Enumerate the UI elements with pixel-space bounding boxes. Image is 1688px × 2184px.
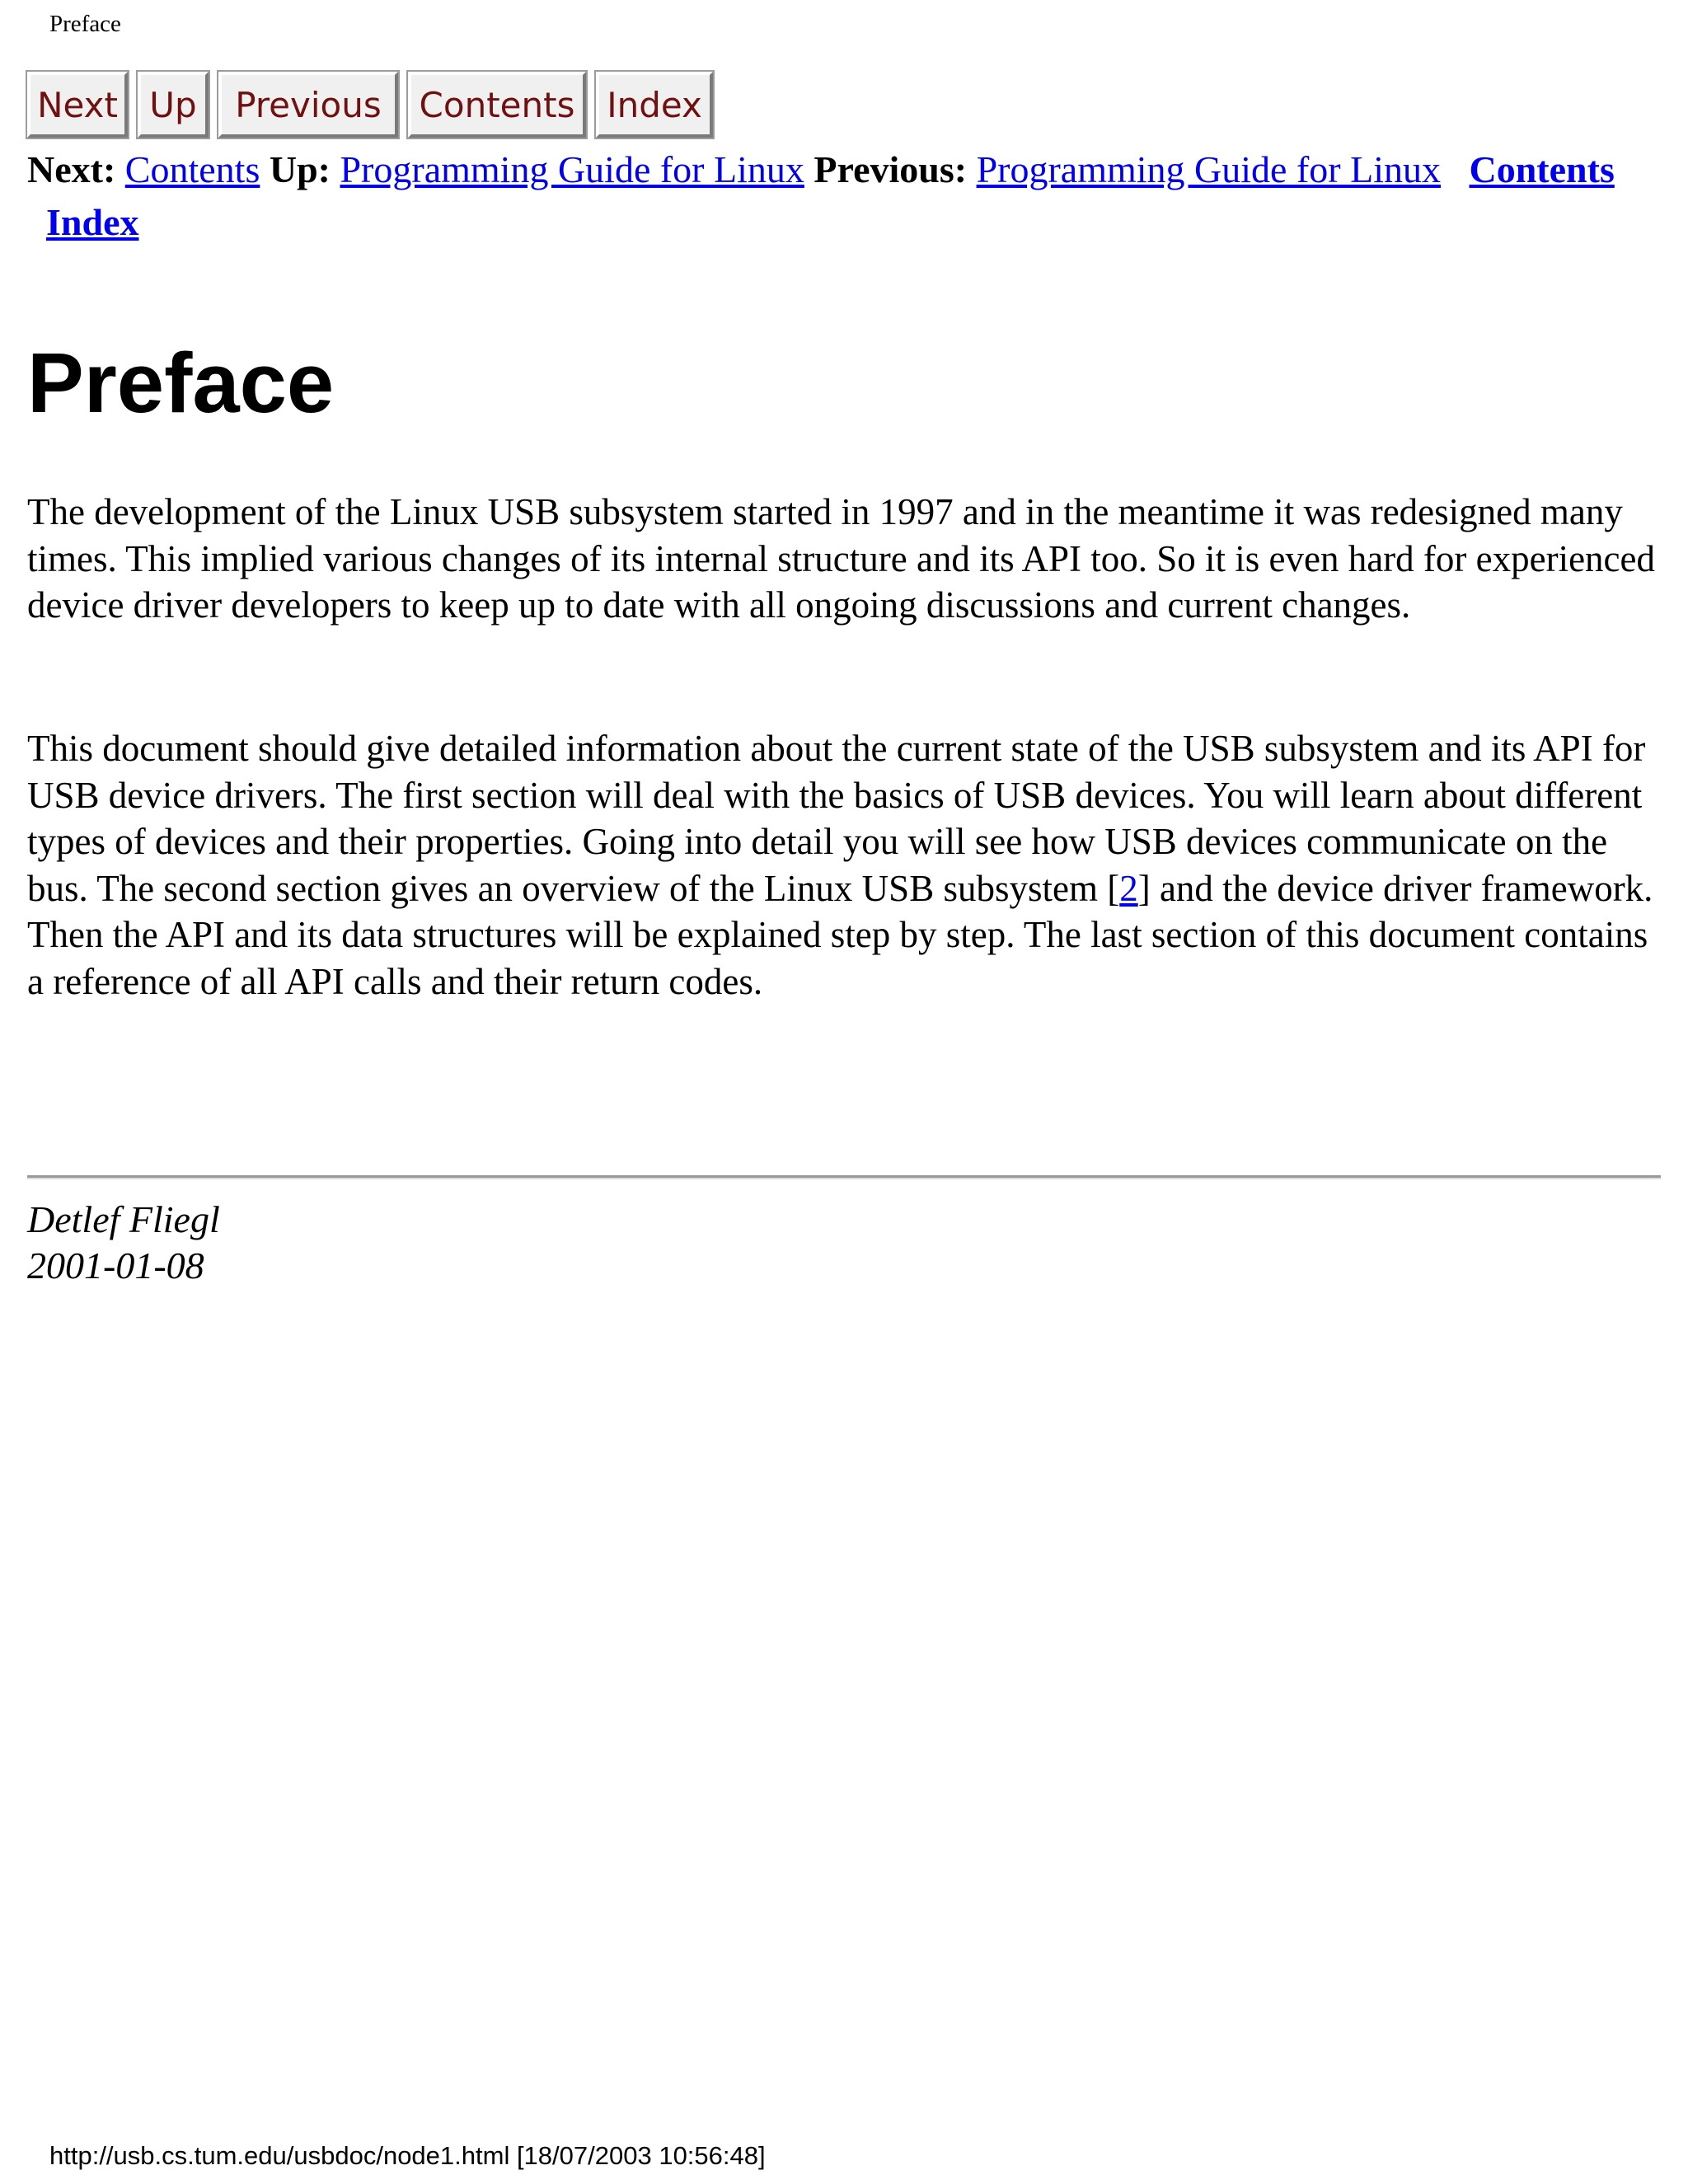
up-button[interactable]: Up xyxy=(138,72,209,138)
preface-paragraph-2 xyxy=(27,725,1667,1005)
footer-url: http://usb.cs.tum.edu/usbdoc/node1.html [18/07/2003 10:56:48] xyxy=(49,2141,766,2170)
contents-link[interactable]: Contents xyxy=(1469,148,1615,190)
paragraph-2-text-start: This document should give detailed information about the current state of the USB subsystem and its API for USB device drivers. The first section will deal with the basics of USB devices. You will learn about different types of devices and their properties. Going into detail you will see how USB devices communicate on the bus. The second section gives an overview of the Linux USB subsystem [ xyxy=(27,728,1646,909)
index-link[interactable]: Index xyxy=(46,201,139,243)
horizontal-rule xyxy=(27,1175,1661,1179)
document-date: 2001-01-08 xyxy=(27,1244,204,1286)
contents-button[interactable]: Contents xyxy=(408,72,586,138)
page-title: Preface xyxy=(27,335,335,430)
navigation-text-links xyxy=(27,143,1663,249)
up-label: Up: xyxy=(269,148,331,190)
preface-paragraph-1: The development of the Linux USB subsystem started in 1997 and in the meantime it was redesigned many times. This implied various changes of its internal structure and its API too. So it is even hard for experienced device driver developers to keep up to date with all ongoing discussions and current changes. xyxy=(27,491,1655,626)
document-header-title: Preface xyxy=(49,11,121,37)
citation-link[interactable]: 2 xyxy=(1119,867,1138,909)
previous-button[interactable]: Previous xyxy=(218,72,398,138)
next-label: Next: xyxy=(27,148,116,190)
author-name: Detlef Fliegl xyxy=(27,1198,220,1240)
next-link[interactable]: Contents xyxy=(124,148,260,190)
previous-link[interactable]: Programming Guide for Linux xyxy=(976,148,1441,190)
previous-label: Previous: xyxy=(814,148,968,190)
navigation-button-bar xyxy=(27,72,713,138)
signature-block xyxy=(27,1197,220,1289)
paragraph-2-text-end: ] and the device driver framework. Then the API and its data structures will be explained step by step. The last section of this document contains a reference of all API calls and their return codes. xyxy=(27,867,1653,1002)
up-link[interactable]: Programming Guide for Linux xyxy=(340,148,804,190)
index-button[interactable]: Index xyxy=(596,72,713,138)
next-button[interactable]: Next xyxy=(27,72,128,138)
